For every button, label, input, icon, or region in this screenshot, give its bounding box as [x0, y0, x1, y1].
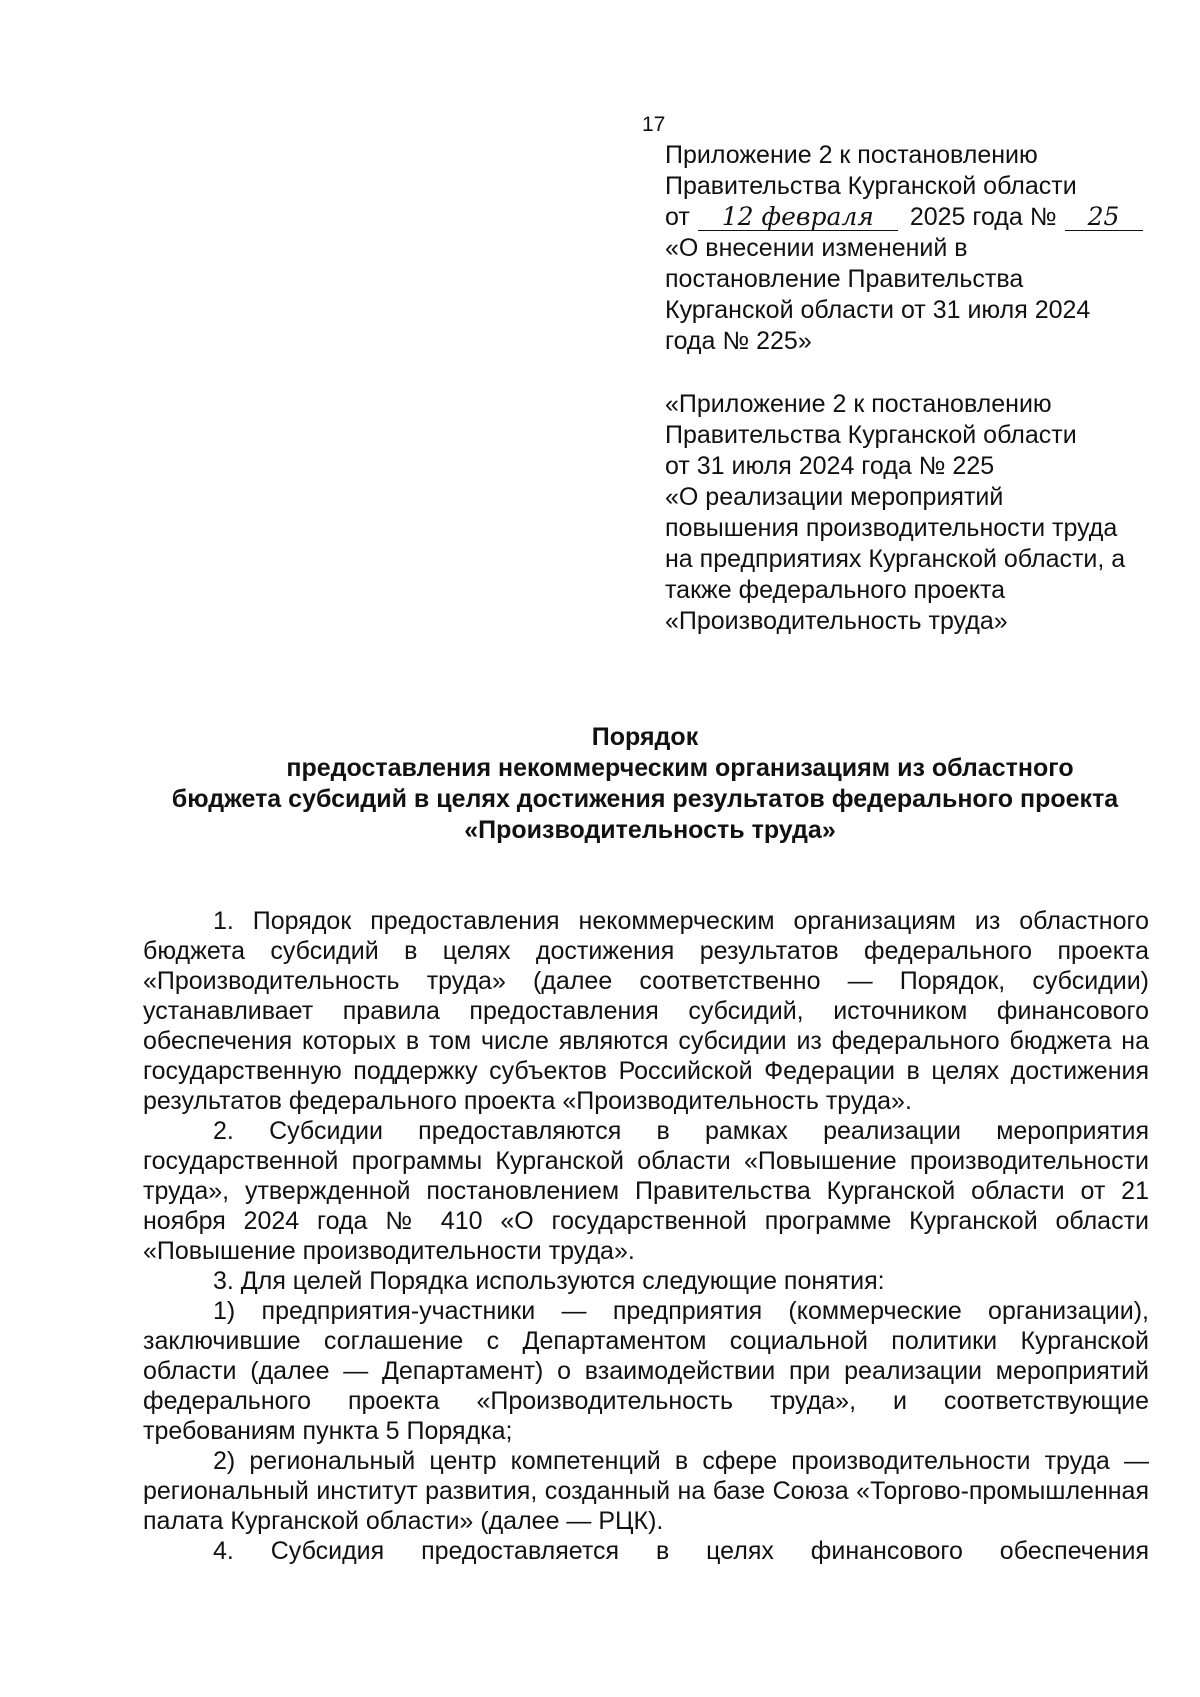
header-date-line	[665, 202, 1165, 233]
paragraph: 1) предприятия-участники — предприятия (коммерческие организации), заключившие соглашение с Департаментом социальной политики Курганской области (далее — Департамент) о взаимодействии при реализации мероприятий федерального проекта «Производительность труда», и соответствующие требованиям пункта 5 Порядка;	[143, 1297, 1149, 1445]
document-title	[140, 722, 1150, 846]
title-line: «Производительность труда»	[464, 816, 836, 844]
header-line: года № 225»	[665, 327, 812, 355]
header-line: повышения производительности труда	[665, 514, 1118, 542]
title-line: предоставления некоммерческим организациям из областного	[286, 754, 1074, 782]
header-line: Правительства Курганской области	[665, 421, 1077, 449]
paragraph: 2. Субсидии предоставляются в рамках реализации мероприятия государственной программы Курганской области «Повышение производительности труда», утвержденной постановлением Правительства Курганской области от 21 ноября 2024 года № 410 «О государственной программе Курганской области «Повышение производительности труда».	[143, 1117, 1149, 1265]
year-suffix: 2025 года №	[909, 203, 1057, 231]
header-line: «Приложение 2 к постановлению	[665, 390, 1052, 418]
title-line: Порядок	[591, 723, 699, 751]
header-line: от 31 июля 2024 года № 225	[665, 452, 995, 480]
paragraph: 3. Для целей Порядка используются следующие понятия:	[213, 1267, 885, 1295]
handwritten-number: 25	[1065, 204, 1143, 231]
header-line: Приложение 2 к постановлению	[665, 141, 1038, 169]
header-line: постановление Правительства	[665, 265, 1024, 293]
header-line: «О внесении изменений в	[665, 234, 968, 262]
header-line: «Производительность труда»	[665, 607, 1008, 635]
paragraph: 4. Субсидия предоставляется в целях финансового обеспечения	[213, 1537, 1149, 1565]
header-line: Курганской области от 31 июля 2024	[665, 296, 1091, 324]
header-line: также федерального проекта	[665, 576, 1006, 604]
paragraph: 1. Порядок предоставления некоммерческим организациям из областного бюджета субсидий в целях достижения результатов федерального проекта «Производительность труда» (далее соответственно — Порядок, субсидии) устанавливает правила предоставления субсидий, источником финансового обеспечения которых в том числе являются субсидии из федерального бюджета на государственную поддержку субъектов Российской Федерации в целях достижения результатов федерального проекта «Производительность труда».	[143, 907, 1149, 1115]
title-line: бюджета субсидий в целях достижения результатов федерального проекта	[171, 785, 1119, 813]
date-prefix: от	[665, 203, 690, 231]
handwritten-date: 12 февраля	[698, 204, 898, 231]
document-body	[143, 906, 1149, 1566]
page-number: 17	[642, 113, 666, 136]
appendix-header	[665, 140, 1165, 637]
header-line: на предприятиях Курганской области, а	[665, 545, 1126, 573]
paragraph: 2) региональный центр компетенций в сфере производительности труда — региональный институт развития, созданный на базе Союза «Торгово-промышленная палата Курганской области» (далее — РЦК).	[143, 1447, 1149, 1535]
header-line: «О реализации мероприятий	[665, 483, 1004, 511]
header-line: Правительства Курганской области	[665, 172, 1077, 200]
